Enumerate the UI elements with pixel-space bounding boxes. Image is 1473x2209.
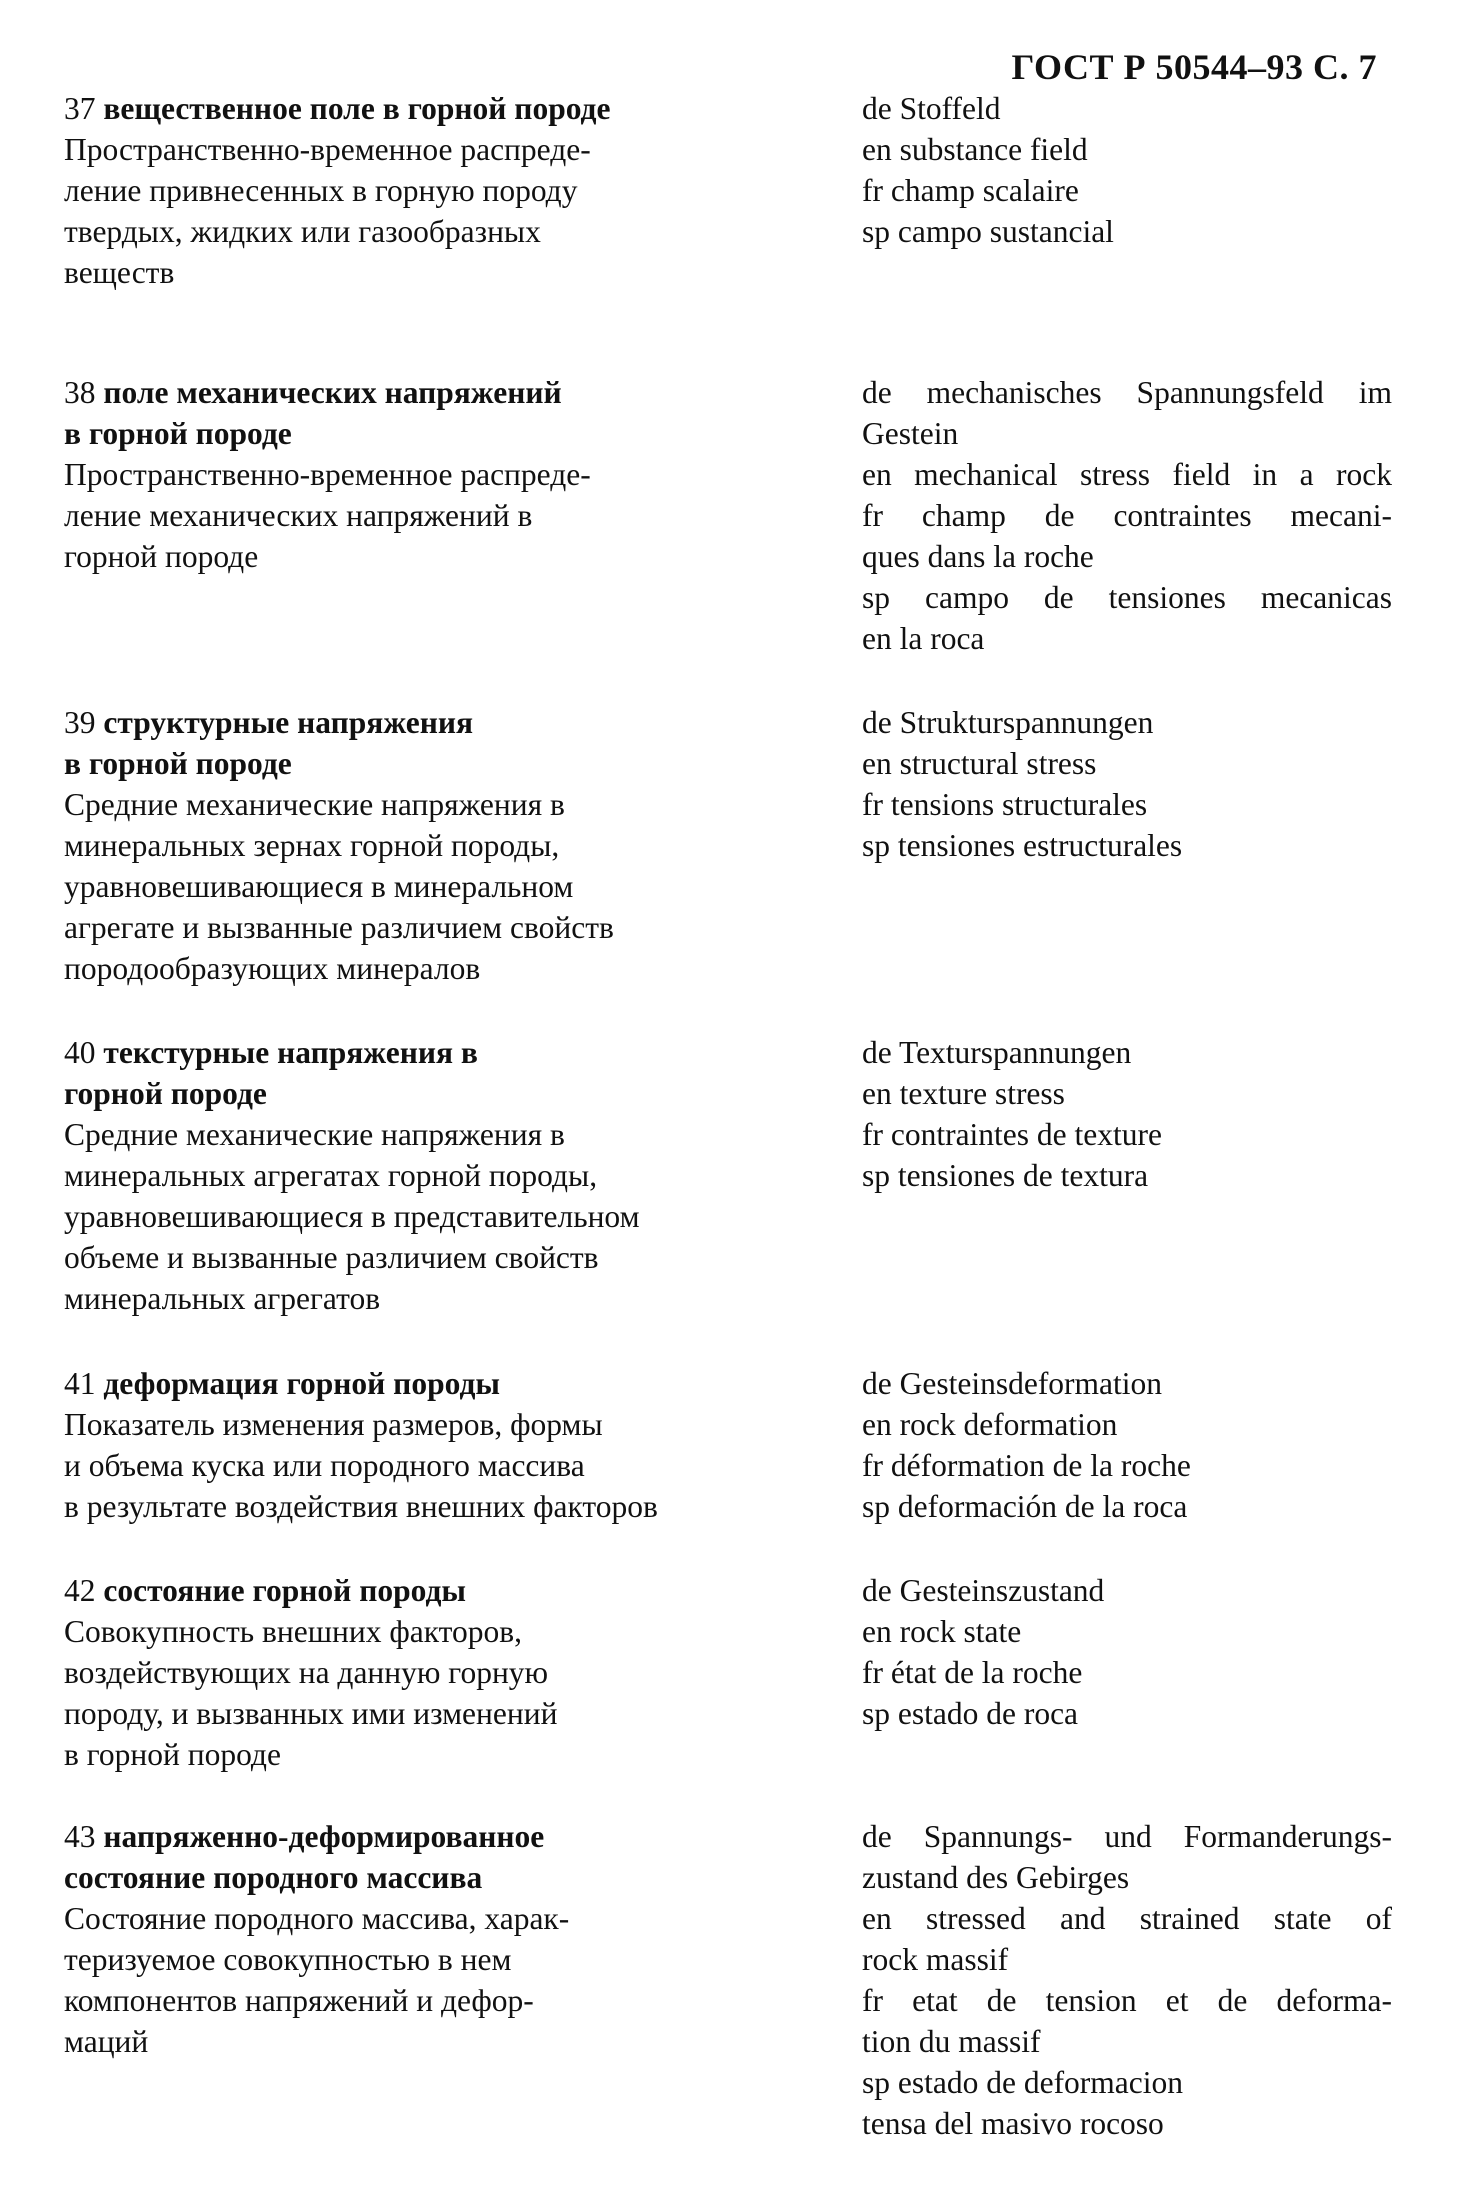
definition-line: в горной породе <box>64 1737 281 1772</box>
equivalent-sp: sp estado de roca <box>862 1696 1079 1731</box>
foreign-equivalents <box>862 1816 1392 2144</box>
term-heading <box>64 1363 794 1404</box>
term-number: 38 <box>64 375 96 410</box>
definition-line: твердых, жидких или газообразных <box>64 214 541 249</box>
equivalent-de: de Texturspannungen <box>862 1035 1132 1070</box>
definition-line: объеме и вызванные различием свойств <box>64 1240 599 1275</box>
foreign-equivalents <box>862 1363 1392 1527</box>
page-header: ГОСТ Р 50544–93 С. 7 <box>1011 47 1377 87</box>
equivalent-de: de Strukturspannungen <box>862 705 1154 740</box>
definition-line: уравновешивающиеся в представительном <box>64 1199 640 1234</box>
definition-line: Совокупность внешних факторов, <box>64 1614 522 1649</box>
equivalent-fr-continued: ques dans la roche <box>862 539 1094 574</box>
equivalent-sp: sp deformación de la roca <box>862 1489 1188 1524</box>
definition-line: Состояние породного массива, харак- <box>64 1901 570 1936</box>
term-name: вещественное поле в горной породе <box>103 91 611 126</box>
definition-line: Средние механические напряжения в <box>64 1117 565 1152</box>
term-heading <box>64 88 794 129</box>
term-heading <box>64 1816 794 1857</box>
equivalent-de: de Spannungs- und Formanderungs- <box>862 1819 1392 1854</box>
equivalent-fr: fr champ de contraintes mecani- <box>862 498 1392 533</box>
term-block <box>64 1570 794 1775</box>
term-number: 43 <box>64 1819 96 1854</box>
equivalent-sp-continued: en la roca <box>862 621 985 656</box>
term-number: 39 <box>64 705 96 740</box>
term-heading <box>64 372 794 413</box>
equivalent-fr: fr contraintes de texture <box>862 1117 1162 1152</box>
definition-line: компонентов напряжений и дефор- <box>64 1983 534 2018</box>
equivalent-en: en structural stress <box>862 746 1097 781</box>
equivalent-en: en stressed and strained state of <box>862 1901 1392 1936</box>
definition-line: веществ <box>64 255 175 290</box>
term-block <box>64 1816 794 2062</box>
equivalent-en: en rock deformation <box>862 1407 1118 1442</box>
equivalent-fr: fr état de la roche <box>862 1655 1083 1690</box>
equivalent-de: de Gesteinszustand <box>862 1573 1105 1608</box>
term-number: 42 <box>64 1573 96 1608</box>
equivalent-en-continued: rock massif <box>862 1942 1009 1977</box>
term-name: состояние горной породы <box>103 1573 466 1608</box>
equivalent-en: en substance field <box>862 132 1088 167</box>
equivalent-fr: fr tensions structurales <box>862 787 1148 822</box>
definition-line: Пространственно-временное распреде- <box>64 457 591 492</box>
equivalent-de-continued: zustand des Gebirges <box>862 1860 1130 1895</box>
equivalent-fr-continued: tion du massif <box>862 2024 1041 2059</box>
term-name-continued: в горной породе <box>64 746 292 781</box>
term-block <box>64 702 794 989</box>
term-block <box>64 372 794 577</box>
definition-line: маций <box>64 2024 149 2059</box>
definition-line: в результате воздействия внешних факторов <box>64 1489 658 1524</box>
term-number: 40 <box>64 1035 96 1070</box>
term-heading <box>64 702 794 743</box>
term-block <box>64 88 794 293</box>
term-name-continued: состояние породного массива <box>64 1860 483 1895</box>
foreign-equivalents <box>862 1570 1392 1734</box>
term-heading <box>64 1570 794 1611</box>
equivalent-fr: fr champ scalaire <box>862 173 1079 208</box>
definition-line: породу, и вызванных ими изменений <box>64 1696 558 1731</box>
term-number: 41 <box>64 1366 96 1401</box>
equivalent-de-continued: Gestein <box>862 416 959 451</box>
term-name: деформация горной породы <box>103 1366 500 1401</box>
definition-line: минеральных зернах горной породы, <box>64 828 560 863</box>
definition-line: горной породе <box>64 539 259 574</box>
equivalent-en: en mechanical stress field in a rock <box>862 457 1392 492</box>
definition-line: Средние механические напряжения в <box>64 787 565 822</box>
equivalent-de: de Stoffeld <box>862 91 1001 126</box>
term-block <box>64 1032 794 1319</box>
term-name: структурные напряжения <box>103 705 474 740</box>
foreign-equivalents <box>862 372 1392 659</box>
equivalent-sp: sp campo sustancial <box>862 214 1114 249</box>
definition-line: воздействующих на данную горную <box>64 1655 549 1690</box>
definition-line: ление механических напряжений в <box>64 498 533 533</box>
definition-line: минеральных агрегатов <box>64 1281 381 1316</box>
equivalent-sp: sp estado de deformacion <box>862 2065 1184 2100</box>
definition-line: теризуемое совокупностью в нем <box>64 1942 512 1977</box>
foreign-equivalents <box>862 88 1392 252</box>
definition-line: уравновешивающиеся в минеральном <box>64 869 574 904</box>
definition-line: и объема куска или породного массива <box>64 1448 585 1483</box>
term-name: поле механических напряжений <box>103 375 562 410</box>
term-name: напряженно-деформированное <box>103 1819 545 1854</box>
term-block <box>64 1363 794 1527</box>
equivalent-de: de Gesteinsdeformation <box>862 1366 1163 1401</box>
equivalent-sp: sp tensiones de textura <box>862 1158 1149 1193</box>
term-name-continued: в горной породе <box>64 416 292 451</box>
definition-line: Пространственно-временное распреде- <box>64 132 591 167</box>
equivalent-sp-continued: tensa del masivo rocoso <box>862 2106 1164 2141</box>
equivalent-fr: fr etat de tension et de deforma- <box>862 1983 1392 2018</box>
term-name: текстурные напряжения в <box>103 1035 478 1070</box>
foreign-equivalents <box>862 1032 1392 1196</box>
equivalent-sp: sp campo de tensiones mecanicas <box>862 580 1392 615</box>
term-number: 37 <box>64 91 96 126</box>
equivalent-en: en rock state <box>862 1614 1022 1649</box>
term-heading <box>64 1032 794 1073</box>
equivalent-en: en texture stress <box>862 1076 1065 1111</box>
equivalent-fr: fr déformation de la roche <box>862 1448 1191 1483</box>
definition-line: агрегате и вызванные различием свойств <box>64 910 614 945</box>
equivalent-de: de mechanisches Spannungsfeld im <box>862 375 1392 410</box>
definition-line: минеральных агрегатах горной породы, <box>64 1158 598 1193</box>
definition-line: Показатель изменения размеров, формы <box>64 1407 603 1442</box>
equivalent-sp: sp tensiones estructurales <box>862 828 1183 863</box>
foreign-equivalents <box>862 702 1392 866</box>
definition-line: ление привнесенных в горную породу <box>64 173 578 208</box>
term-name-continued: горной породе <box>64 1076 267 1111</box>
definition-line: породообразующих минералов <box>64 951 481 986</box>
